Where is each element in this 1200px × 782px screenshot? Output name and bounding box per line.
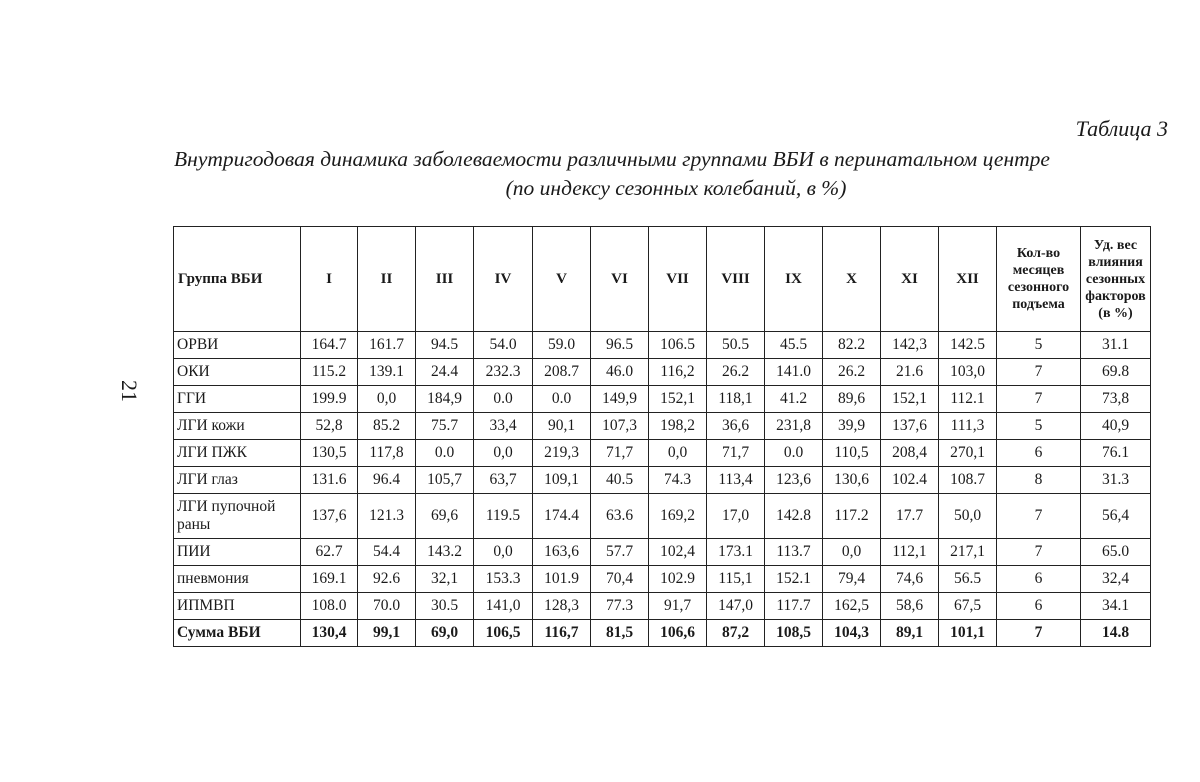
table-row (174, 620, 1151, 647)
month-value-cell: 26.2 (707, 359, 765, 386)
month-value-cell: 89,1 (881, 620, 939, 647)
page-number: 21 (117, 380, 142, 402)
header-month: IX (765, 227, 823, 332)
month-value-cell: 54.4 (358, 539, 416, 566)
seasonal-share-cell: 69.8 (1081, 359, 1151, 386)
month-value-cell: 142,3 (881, 332, 939, 359)
header-month: VII (649, 227, 707, 332)
month-value-cell: 0.0 (416, 440, 474, 467)
seasonal-share-cell: 65.0 (1081, 539, 1151, 566)
month-value-cell: 173.1 (707, 539, 765, 566)
month-value-cell: 109,1 (533, 467, 591, 494)
month-value-cell: 169.1 (301, 566, 358, 593)
month-value-cell: 74,6 (881, 566, 939, 593)
month-value-cell: 112,1 (881, 539, 939, 566)
month-value-cell: 105,7 (416, 467, 474, 494)
month-value-cell: 152.1 (765, 566, 823, 593)
row-group-name: ОКИ (174, 359, 301, 386)
month-value-cell: 174.4 (533, 494, 591, 539)
table-row (174, 386, 1151, 413)
month-value-cell: 198,2 (649, 413, 707, 440)
month-value-cell: 231,8 (765, 413, 823, 440)
month-value-cell: 113.7 (765, 539, 823, 566)
seasonal-share-cell: 14.8 (1081, 620, 1151, 647)
month-value-cell: 54.0 (474, 332, 533, 359)
month-value-cell: 0.0 (474, 386, 533, 413)
month-value-cell: 50.5 (707, 332, 765, 359)
month-value-cell: 32,1 (416, 566, 474, 593)
month-value-cell: 91,7 (649, 593, 707, 620)
month-value-cell: 152,1 (881, 386, 939, 413)
month-value-cell: 106.5 (649, 332, 707, 359)
header-months-count: Кол-во месяцев сезонного подъема (997, 227, 1081, 332)
table-row (174, 566, 1151, 593)
month-value-cell: 26.2 (823, 359, 881, 386)
month-value-cell: 74.3 (649, 467, 707, 494)
month-value-cell: 111,3 (939, 413, 997, 440)
month-value-cell: 56.5 (939, 566, 997, 593)
month-value-cell: 107,3 (591, 413, 649, 440)
month-value-cell: 149,9 (591, 386, 649, 413)
month-value-cell: 0.0 (533, 386, 591, 413)
month-value-cell: 232.3 (474, 359, 533, 386)
month-value-cell: 116,2 (649, 359, 707, 386)
table-row (174, 494, 1151, 539)
month-value-cell: 58,6 (881, 593, 939, 620)
month-value-cell: 164.7 (301, 332, 358, 359)
table-subtitle: (по индексу сезонных колебаний, в %) (505, 176, 847, 200)
seasonal-incidence-table (173, 226, 1151, 647)
month-value-cell: 121.3 (358, 494, 416, 539)
header-month: VI (591, 227, 649, 332)
month-value-cell: 117,8 (358, 440, 416, 467)
month-value-cell: 89,6 (823, 386, 881, 413)
seasonal-share-cell: 56,4 (1081, 494, 1151, 539)
month-value-cell: 36,6 (707, 413, 765, 440)
month-value-cell: 81,5 (591, 620, 649, 647)
table-row (174, 593, 1151, 620)
month-value-cell: 152,1 (649, 386, 707, 413)
row-group-name: ЛГИ пупочной раны (174, 494, 301, 539)
header-month: II (358, 227, 416, 332)
row-group-name: ОРВИ (174, 332, 301, 359)
month-value-cell: 219,3 (533, 440, 591, 467)
seasonal-share-cell: 31.1 (1081, 332, 1151, 359)
month-value-cell: 0,0 (823, 539, 881, 566)
month-value-cell: 24.4 (416, 359, 474, 386)
month-value-cell: 101.9 (533, 566, 591, 593)
month-value-cell: 184,9 (416, 386, 474, 413)
month-value-cell: 104,3 (823, 620, 881, 647)
month-value-cell: 106,6 (649, 620, 707, 647)
month-value-cell: 217,1 (939, 539, 997, 566)
month-value-cell: 118,1 (707, 386, 765, 413)
month-value-cell: 71,7 (591, 440, 649, 467)
month-value-cell: 59.0 (533, 332, 591, 359)
row-group-name: ИПМВП (174, 593, 301, 620)
month-value-cell: 123,6 (765, 467, 823, 494)
month-value-cell: 141,0 (474, 593, 533, 620)
month-value-cell: 69,0 (416, 620, 474, 647)
row-group-name: ЛГИ ПЖК (174, 440, 301, 467)
month-value-cell: 52,8 (301, 413, 358, 440)
month-value-cell: 87,2 (707, 620, 765, 647)
month-value-cell: 30.5 (416, 593, 474, 620)
table-title: Внутригодовая динамика заболеваемости различными группами ВБИ в перинатальном центре (174, 147, 1050, 171)
seasonal-share-cell: 40,9 (1081, 413, 1151, 440)
months-count-cell: 6 (997, 593, 1081, 620)
seasonal-share-cell: 32,4 (1081, 566, 1151, 593)
header-month: I (301, 227, 358, 332)
month-value-cell: 102.4 (881, 467, 939, 494)
table-row (174, 440, 1151, 467)
header-month: V (533, 227, 591, 332)
month-value-cell: 71,7 (707, 440, 765, 467)
month-value-cell: 99,1 (358, 620, 416, 647)
month-value-cell: 143.2 (416, 539, 474, 566)
month-value-cell: 128,3 (533, 593, 591, 620)
month-value-cell: 139.1 (358, 359, 416, 386)
month-value-cell: 77.3 (591, 593, 649, 620)
header-month: XII (939, 227, 997, 332)
month-value-cell: 41.2 (765, 386, 823, 413)
seasonal-share-cell: 31.3 (1081, 467, 1151, 494)
month-value-cell: 137,6 (881, 413, 939, 440)
month-value-cell: 90,1 (533, 413, 591, 440)
month-value-cell: 70.0 (358, 593, 416, 620)
row-group-name: Сумма ВБИ (174, 620, 301, 647)
month-value-cell: 108.7 (939, 467, 997, 494)
header-month: IV (474, 227, 533, 332)
month-value-cell: 142.8 (765, 494, 823, 539)
month-value-cell: 113,4 (707, 467, 765, 494)
month-value-cell: 85.2 (358, 413, 416, 440)
header-month: X (823, 227, 881, 332)
table-row (174, 413, 1151, 440)
month-value-cell: 137,6 (301, 494, 358, 539)
table-row (174, 359, 1151, 386)
month-value-cell: 103,0 (939, 359, 997, 386)
header-seasonal-share: Уд. вес влияния сезонных факторов (в %) (1081, 227, 1151, 332)
month-value-cell: 108,5 (765, 620, 823, 647)
month-value-cell: 142.5 (939, 332, 997, 359)
month-value-cell: 75.7 (416, 413, 474, 440)
month-value-cell: 79,4 (823, 566, 881, 593)
month-value-cell: 130,6 (823, 467, 881, 494)
table-header-row (174, 227, 1151, 332)
table-label: Таблица 3 (1075, 116, 1168, 141)
month-value-cell: 130,4 (301, 620, 358, 647)
month-value-cell: 117.7 (765, 593, 823, 620)
month-value-cell: 46.0 (591, 359, 649, 386)
month-value-cell: 115.2 (301, 359, 358, 386)
month-value-cell: 96.4 (358, 467, 416, 494)
seasonal-share-cell: 73,8 (1081, 386, 1151, 413)
month-value-cell: 112.1 (939, 386, 997, 413)
month-value-cell: 153.3 (474, 566, 533, 593)
month-value-cell: 70,4 (591, 566, 649, 593)
month-value-cell: 57.7 (591, 539, 649, 566)
month-value-cell: 169,2 (649, 494, 707, 539)
header-month: III (416, 227, 474, 332)
row-group-name: ПИИ (174, 539, 301, 566)
month-value-cell: 96.5 (591, 332, 649, 359)
months-count-cell: 6 (997, 440, 1081, 467)
month-value-cell: 208.7 (533, 359, 591, 386)
month-value-cell: 270,1 (939, 440, 997, 467)
month-value-cell: 116,7 (533, 620, 591, 647)
month-value-cell: 102,4 (649, 539, 707, 566)
month-value-cell: 0,0 (474, 440, 533, 467)
months-count-cell: 5 (997, 332, 1081, 359)
months-count-cell: 7 (997, 539, 1081, 566)
table-body (174, 332, 1151, 647)
month-value-cell: 21.6 (881, 359, 939, 386)
month-value-cell: 63.6 (591, 494, 649, 539)
month-value-cell: 117.2 (823, 494, 881, 539)
month-value-cell: 0,0 (649, 440, 707, 467)
month-value-cell: 39,9 (823, 413, 881, 440)
month-value-cell: 63,7 (474, 467, 533, 494)
table-row (174, 539, 1151, 566)
months-count-cell: 6 (997, 566, 1081, 593)
months-count-cell: 7 (997, 620, 1081, 647)
month-value-cell: 94.5 (416, 332, 474, 359)
month-value-cell: 141.0 (765, 359, 823, 386)
month-value-cell: 102.9 (649, 566, 707, 593)
month-value-cell: 50,0 (939, 494, 997, 539)
month-value-cell: 17.7 (881, 494, 939, 539)
month-value-cell: 33,4 (474, 413, 533, 440)
month-value-cell: 162,5 (823, 593, 881, 620)
table-row (174, 467, 1151, 494)
month-value-cell: 208,4 (881, 440, 939, 467)
month-value-cell: 17,0 (707, 494, 765, 539)
month-value-cell: 0,0 (474, 539, 533, 566)
row-group-name: ЛГИ глаз (174, 467, 301, 494)
months-count-cell: 7 (997, 494, 1081, 539)
month-value-cell: 0.0 (765, 440, 823, 467)
row-group-name: ГГИ (174, 386, 301, 413)
row-group-name: ЛГИ кожи (174, 413, 301, 440)
month-value-cell: 108.0 (301, 593, 358, 620)
months-count-cell: 7 (997, 386, 1081, 413)
header-month: VIII (707, 227, 765, 332)
months-count-cell: 5 (997, 413, 1081, 440)
month-value-cell: 0,0 (358, 386, 416, 413)
row-group-name: пневмония (174, 566, 301, 593)
month-value-cell: 101,1 (939, 620, 997, 647)
month-value-cell: 163,6 (533, 539, 591, 566)
month-value-cell: 92.6 (358, 566, 416, 593)
header-group: Группа ВБИ (174, 227, 301, 332)
seasonal-share-cell: 76.1 (1081, 440, 1151, 467)
seasonal-share-cell: 34.1 (1081, 593, 1151, 620)
month-value-cell: 199.9 (301, 386, 358, 413)
month-value-cell: 69,6 (416, 494, 474, 539)
table-row (174, 332, 1151, 359)
month-value-cell: 130,5 (301, 440, 358, 467)
header-month: XI (881, 227, 939, 332)
months-count-cell: 7 (997, 359, 1081, 386)
month-value-cell: 161.7 (358, 332, 416, 359)
month-value-cell: 45.5 (765, 332, 823, 359)
month-value-cell: 110,5 (823, 440, 881, 467)
months-count-cell: 8 (997, 467, 1081, 494)
month-value-cell: 62.7 (301, 539, 358, 566)
month-value-cell: 131.6 (301, 467, 358, 494)
month-value-cell: 147,0 (707, 593, 765, 620)
month-value-cell: 115,1 (707, 566, 765, 593)
month-value-cell: 106,5 (474, 620, 533, 647)
month-value-cell: 40.5 (591, 467, 649, 494)
month-value-cell: 119.5 (474, 494, 533, 539)
month-value-cell: 67,5 (939, 593, 997, 620)
month-value-cell: 82.2 (823, 332, 881, 359)
